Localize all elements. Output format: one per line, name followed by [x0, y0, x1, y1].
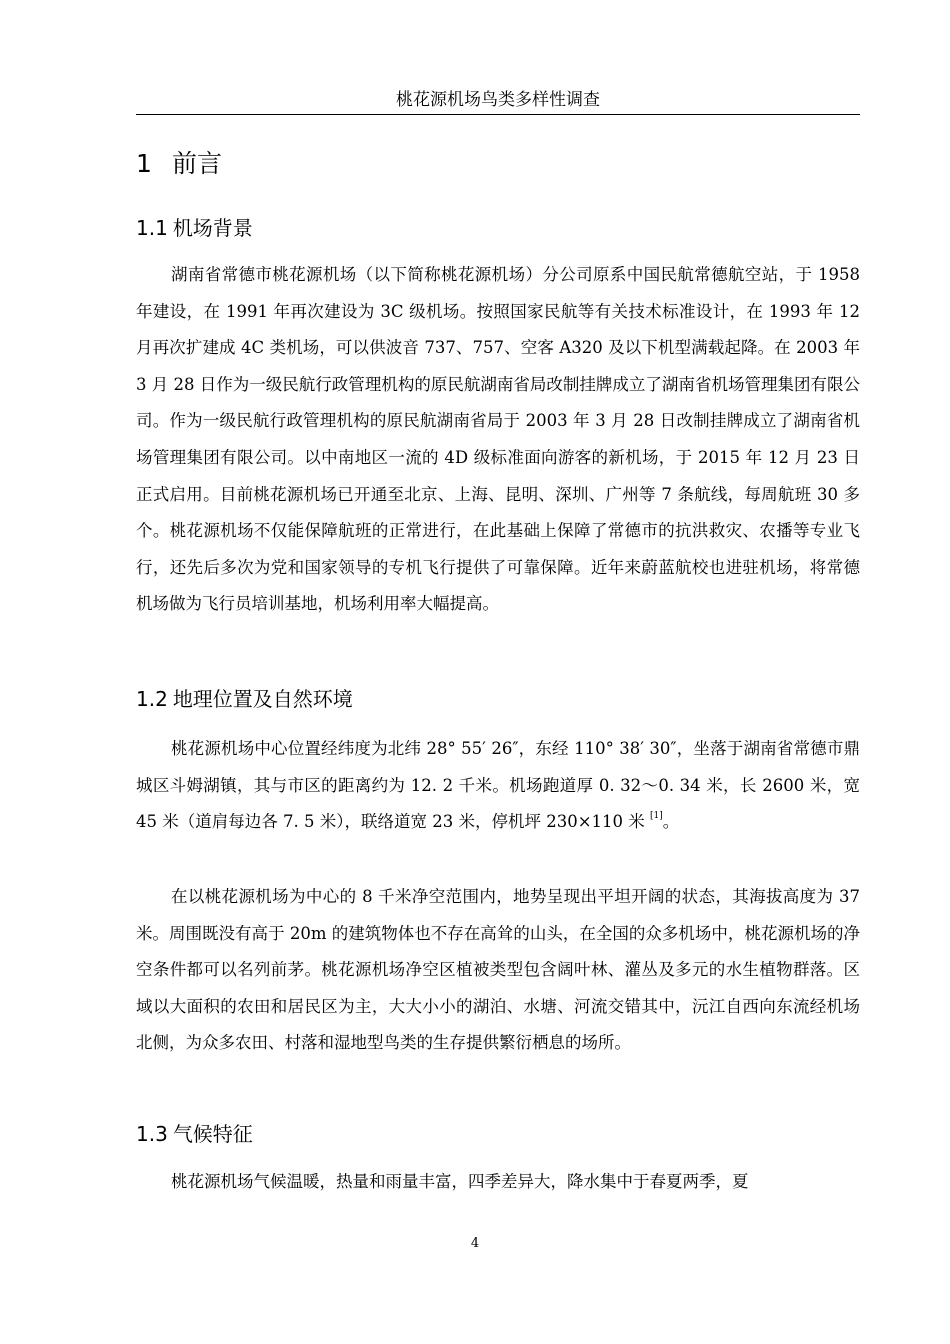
section-title: 地理位置及自然环境 — [172, 687, 353, 711]
chapter-heading — [136, 148, 222, 180]
chapter-title: 前言 — [172, 149, 223, 178]
section-heading-1-3 — [136, 1120, 253, 1148]
paragraph-natural-environment: 在以桃花源机场为中心的 8 千米净空范围内，地势呈现出平坦开阔的状态，其海拔高度为 37 米。周围既没有高于 20m 的建筑物体也不存在高耸的山头，在全国的众多机场中，桃花源机场的净空条件都可以名列前茅。桃花源机场净空区植被类型包含阔叶林、灌丛及多元的水生植物群落。区域以大面积的农田和居民区为主，大大小小的湖泊、水塘、河流交错其中，沅江自西向东流经机场北侧，为众多农田、村落和湿地型鸟类的生存提供繁衍栖息的场所。 — [136, 887, 860, 1053]
paragraph-text: 桃花源机场中心位置经纬度为北纬 28° 55′ 26″，东经 110° 38′ 30″，坐落于湖南省常德市鼎城区斗姆湖镇，其与市区的距离约为 12. 2 千米。机场跑道厚 0. 32～0. 34 米，长 2600 米，宽 45 米（道肩每边各 7. 5 米），联络道宽 23 米，停机坪 230×110 米 — [136, 739, 860, 832]
paragraph-airport-background: 湖南省常德市桃花源机场（以下简称桃花源机场）分公司原系中国民航常德航空站，于 1958 年建设，在 1991 年再次建设为 3C 级机场。按照国家民航等有关技术标准设计，在 1993 年 12 月再次扩建成 4C 类机场，可以供波音 737、757、空客 A320 及以下机型满载起降。在 2003 年 3 月 28 日作为一级民航行政管理机构的原民航湖南省局改制挂牌成立了湖南省机场管理集团有限公司。作为一级民航行政管理机构的原民航湖南省局于 2003 年 3 月 28 日改制挂牌成立了湖南省机场管理集团有限公司。以中南地区一流的 4D 级标准面向游客的新机场，于 2015 年 12 月 23 日正式启用。目前桃花源机场已开通至北京、上海、昆明、深圳、广州等 7 条航线，每周航班 30 多个。桃花源机场不仅能保障航班的正常进行，在此基础上保障了常德市的抗洪救灾、农播等专业飞行，还先后多次为党和国家领导的专机飞行提供了可靠保障。近年来蔚蓝航校也进驻机场，将常德机场做为飞行员培训基地，机场利用率大幅提高。 — [136, 265, 860, 614]
citation-marker[interactable]: [1] — [650, 811, 663, 822]
page-number: 4 — [470, 1236, 480, 1251]
header-rule — [136, 114, 860, 115]
paragraph-geographic-location — [136, 731, 860, 841]
section-title: 气候特征 — [172, 1122, 253, 1146]
chapter-number: 1 — [136, 149, 152, 178]
section-heading-1-2 — [136, 685, 353, 713]
paragraph-climate: 桃花源机场气候温暖，热量和雨量丰富，四季差异大，降水集中于春夏两季，夏 — [171, 1172, 749, 1191]
section-number: 1.1 — [136, 216, 168, 240]
section-title: 机场背景 — [172, 216, 253, 240]
running-header: 桃花源机场鸟类多样性调查 — [396, 90, 600, 110]
section-number: 1.2 — [136, 687, 168, 711]
citation-tail: 。 — [662, 812, 680, 832]
section-number: 1.3 — [136, 1122, 168, 1146]
section-heading-1-1 — [136, 214, 253, 242]
